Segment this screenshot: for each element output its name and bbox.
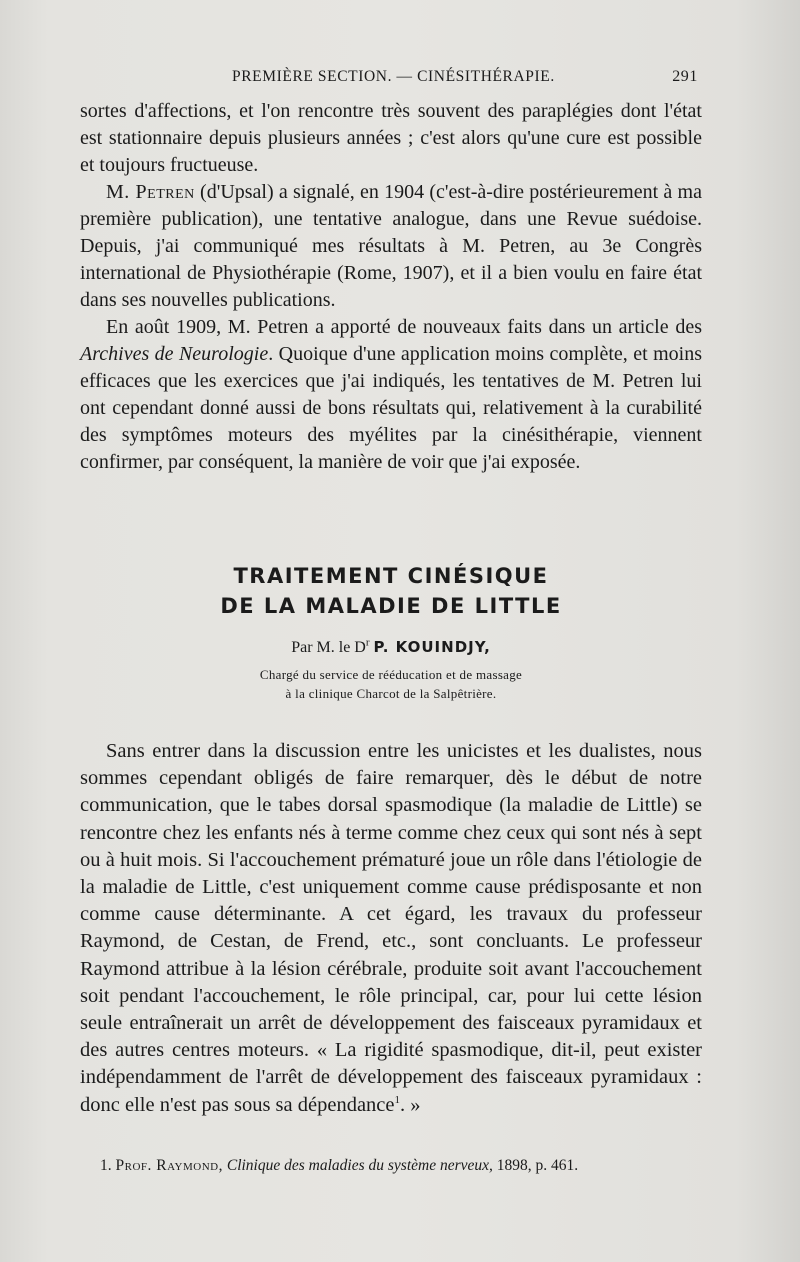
article-body: [80, 738, 702, 1119]
affiliation-line-2: à la clinique Charcot de la Salpêtrière.: [285, 686, 497, 701]
person-name: M. Petren: [106, 181, 195, 203]
paragraph-text: sortes d'affections, et l'on rencontre très souvent des paraplégies dont l'état est stationnaire depuis plusieurs années ; c'est alors qu'une cure est possible et toujours fructueuse.: [80, 100, 702, 176]
paragraph-1: [80, 98, 702, 179]
byline-prefix: Par M. le D: [291, 639, 366, 656]
article-title-line-1: TRAITEMENT CINÉSIQUE: [233, 564, 549, 588]
paragraph-text: En août 1909, M. Petren a apporté de nouveaux faits dans un article des: [106, 316, 702, 338]
running-header: [80, 68, 710, 90]
paragraph-text: (d'Upsal) a signalé, en 1904 (c'est-à-dire postérieurement à ma première publication), une tentative analogue, dans une Revue suédoise. Depuis, j'ai communiqué mes résultats à M. Petren, au 3e Congrès international de Physiothérapie (Rome, 1907), et il a bien voulu en faire état dans ses nouvelles publications.: [80, 181, 702, 311]
author-name: P. KOUINDJY,: [373, 638, 491, 656]
affiliation-line-1: Chargé du service de rééducation et de massage: [259, 667, 523, 682]
journal-title: Archives de Neurologie: [80, 343, 269, 365]
paragraph-text: . Quoique d'une application moins complète, et moins efficaces que les exercices que j'ai indiqués, les tentatives de M. Petren lui ont cependant donné aussi de bons résultats qui, relativement à la curabilité des symptômes moteurs des myélites par la cinésithérapie, viennent confirmer, par conséquent, la manière de voir que j'ai exposée.: [80, 343, 702, 473]
footnote-details: 1898, p. 461.: [492, 1157, 579, 1174]
running-title: PREMIÈRE SECTION. — CINÉSITHÉRAPIE.: [232, 68, 555, 85]
footnote: [100, 1157, 710, 1175]
article-title-line-2: DE LA MALADIE DE LITTLE: [220, 594, 562, 618]
paragraph-text: Sans entrer dans la discussion entre les unicistes et les dualistes, nous sommes cependant obligés de faire remarquer, dès le début de notre communication, que le tabes dorsal spasmodique (la maladie de Little) se rencontre chez les enfants nés à terme comme chez ceux qui sont nés à sept ou à huit mois. Si l'accouchement prématuré joue un rôle dans l'étiologie de la maladie de Little, c'est uniquement comme cause prédisposante et non comme cause déterminante. A cet égard, les travaux du professeur Raymond, de Cestan, de Frend, etc., sont concluants. Le professeur Raymond attribue à la lésion cérébrale, produite soit avant l'accouchement soit pendant l'accouchement, le rôle principal, car, pour lui cette lésion seule entraînerait un arrêt de développement des faisceaux pyramidaux et des autres centres moteurs. « La rigidité spasmodique, dit-il, peut exister indépendamment de l'arrêt de développement des faisceaux pyramidaux : donc elle n'est pas sous sa dépendance: [80, 740, 702, 1116]
byline-superscript: r: [365, 636, 370, 649]
paragraph-2: [80, 179, 702, 314]
byline: [80, 638, 702, 657]
footnote-number: 1.: [100, 1157, 112, 1174]
footnote-author: Prof. Raymond,: [115, 1157, 223, 1174]
paragraph-intro: [80, 738, 702, 1119]
paragraph-text: . »: [400, 1093, 421, 1116]
paragraph-3: [80, 314, 702, 476]
page-number: 291: [672, 68, 698, 85]
footnote-reference: 1: [394, 1093, 401, 1106]
previous-article-ending: [80, 98, 702, 476]
footnote-work: Clinique des maladies du système nerveux,: [226, 1157, 493, 1174]
